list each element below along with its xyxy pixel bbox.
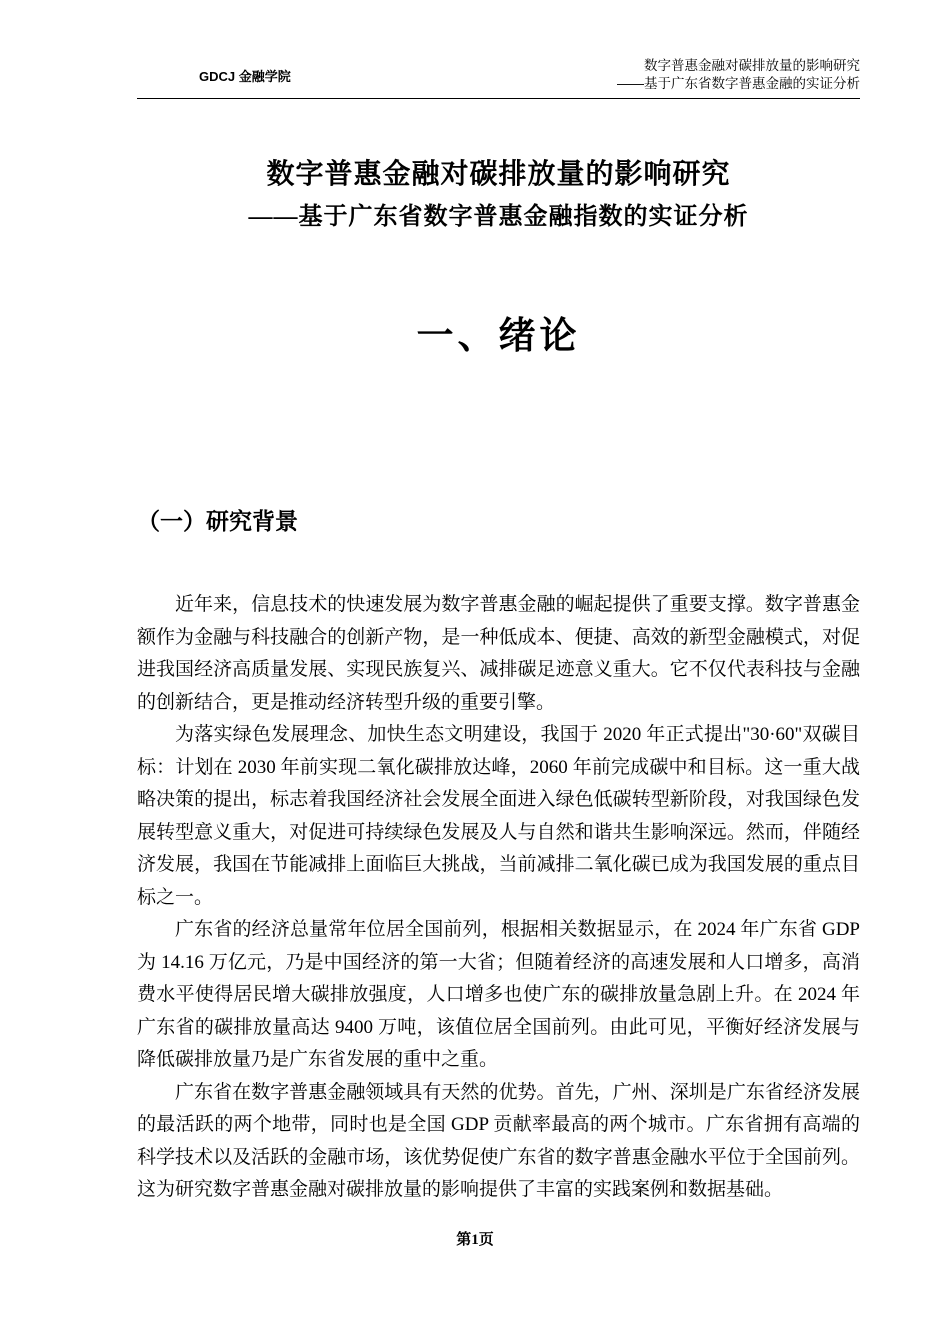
- header-divider: [137, 98, 860, 99]
- page-number: 第1页: [456, 1232, 494, 1248]
- body-text: [137, 589, 860, 1207]
- chapter-heading: 一、绪论: [416, 315, 581, 356]
- page-header-row: [137, 57, 860, 98]
- body-paragraph-4: 广东省在数字普惠金融领域具有天然的优势。首先，广州、深圳是广东省经济发展的最活跃的两个地带，同时也是全国 GDP 贡献率最高的两个城市。广东省拥有高端的科学技术以及活跃的金融市场，该优势促使广东省的数字普惠金融水平位于全国前列。这为研究数字普惠金融对碳排放量的影响提供了丰富的实践案例和数据基础。: [137, 1081, 860, 1200]
- page-header: [137, 57, 860, 99]
- body-paragraph-2: 为落实绿色发展理念、加快生态文明建设，我国于 2020 年正式提出"30·60"双碳目标：计划在 2030 年前实现二氧化碳排放达峰，2060 年前完成碳中和目标。这一重大战略决策的提出，标志着我国经济社会发展全面进入绿色低碳转型新阶段，对我国绿色发展转型意义重大，对促进可持续绿色发展及人与自然和谐共生影响深远。然而，伴随经济发展，我国在节能减排上面临巨大挑战，当前减排二氧化碳已成为我国发展的重点目标之一。: [137, 724, 860, 908]
- title-block: [137, 156, 860, 234]
- header-running-title: [617, 57, 860, 93]
- header-institution: GDCJ 金融学院: [199, 68, 291, 84]
- body-paragraph-1: 近年来，信息技术的快速发展为数字普惠金融的崛起提供了重要支撑。数字普惠金额作为金融与科技融合的创新产物，是一种低成本、便捷、高效的新型金融模式，对促进我国经济高质量发展、实现民族复兴、减排碳足迹意义重大。它不仅代表科技与金融的创新结合，更是推动经济转型升级的重要引擎。: [137, 594, 860, 713]
- document-subtitle: ——基于广东省数字普惠金融指数的实证分析: [248, 204, 749, 230]
- section-heading: （一）研究背景: [137, 508, 298, 534]
- page-footer: [0, 1228, 950, 1249]
- document-title: 数字普惠金融对碳排放量的影响研究: [266, 158, 731, 189]
- body-paragraph-3: 广东省的经济总量常年位居全国前列，根据相关数据显示，在 2024 年广东省 GDP 为 14.16 万亿元，乃是中国经济的第一大省；但随着经济的高速发展和人口增多，高消费水平使得居民增大碳排放强度，人口增多也使广东的碳排放量急剧上升。在 2024 年广东省的碳排放量高达 9400 万吨，该值位居全国前列。由此可见，平衡好经济发展与降低碳排放量乃是广东省发展的重中之重。: [137, 919, 860, 1070]
- header-running-title-line2: ——基于广东省数字普惠金融的实证分析: [617, 76, 860, 91]
- header-running-title-line1: 数字普惠金融对碳排放量的影响研究: [644, 58, 860, 73]
